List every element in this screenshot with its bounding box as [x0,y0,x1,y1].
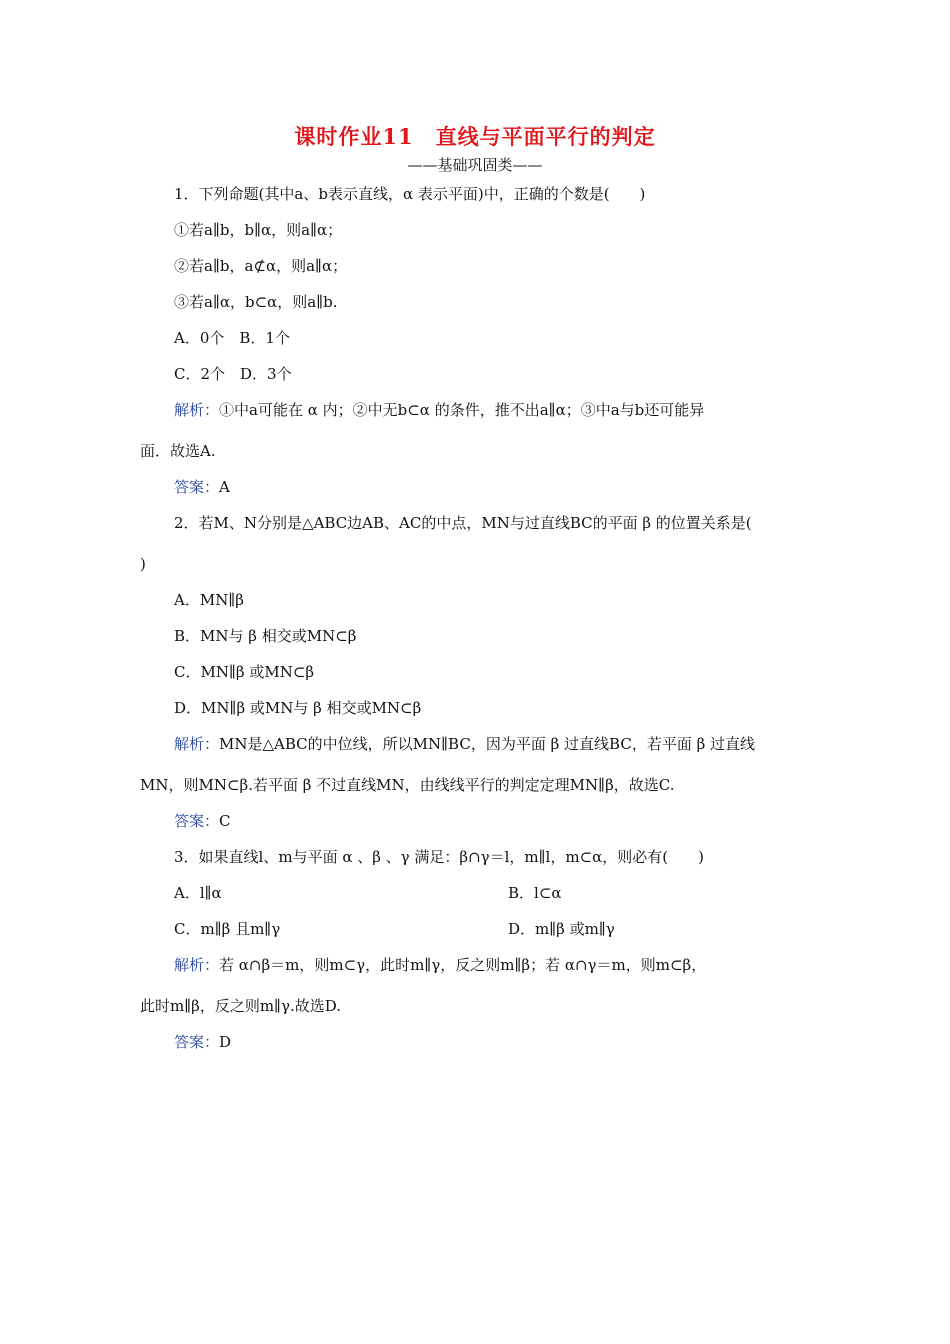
q3-stem: 3．如果直线l、m与平面 α 、β 、γ 满足：β∩γ＝l，m∥l，m⊂α，则必有( ) [174,848,704,866]
q2-stem-cont: ) [140,555,146,573]
answer-label: 答案： [174,812,220,830]
analysis-label: 解析： [174,401,220,419]
q1-options-cd: C．2个 D．3个 [174,365,292,383]
q3-analysis-text: 若 α∩β＝m，则m⊂γ，此时m∥γ，反之则m∥β；若 α∩γ＝m，则m⊂β， [219,956,707,974]
q2-analysis-cont: MN，则MN⊂β.若平面 β 不过直线MN，由线线平行的判定定理MN∥β，故选C. [140,776,675,794]
q3-option-c: C．m∥β 且m∥γ [174,920,281,938]
q1-answer-value: A [219,478,230,496]
q3-option-b: B．l⊂α [508,884,562,902]
q3-option-a: A．l∥α [174,884,222,902]
q1-analysis-text: ①中a可能在 α 内；②中无b⊂α 的条件，推不出a∥α；③中a与b还可能异 [219,401,705,419]
q3-analysis [174,955,706,975]
q2-option-c: C．MN∥β 或MN⊂β [174,663,315,681]
q3-answer-value: D [219,1033,232,1051]
answer-label: 答案： [174,478,220,496]
q3-answer [174,1032,231,1052]
q2-option-d: D．MN∥β 或MN与 β 相交或MN⊂β [174,699,422,717]
q2-option-a: A．MN∥β [174,591,244,609]
q1-statement-3: ③若a∥α，b⊂α，则a∥b. [174,293,338,311]
q1-analysis-cont: 面．故选A. [140,442,216,460]
q1-answer [174,477,230,497]
q3-analysis-cont: 此时m∥β，反之则m∥γ.故选D. [140,997,341,1015]
q2-answer-value: C [219,812,231,830]
q2-stem: 2．若M、N分别是△ABC边AB、AC的中点，MN与过直线BC的平面 β 的位置关系是( [174,514,752,532]
q1-options-ab: A．0个 B．1个 [174,329,290,347]
q3-option-d: D．m∥β 或m∥γ [508,920,615,938]
q1-statement-1: ①若a∥b，b∥α，则a∥α； [174,221,343,239]
q2-analysis-text: MN是△ABC的中位线，所以MN∥BC，因为平面 β 过直线BC，若平面 β 过直线 [219,735,756,753]
q1-statement-2: ②若a∥b，a⊄α，则a∥α； [174,257,348,275]
answer-label: 答案： [174,1033,220,1051]
q1-stem: 1．下列命题(其中a、b表示直线，α 表示平面)中，正确的个数是( ) [174,185,646,203]
q1-analysis [174,400,704,420]
analysis-label: 解析： [174,956,220,974]
q2-option-b: B．MN与 β 相交或MN⊂β [174,627,357,645]
section-subtitle: ——基础巩固类—— [407,156,543,174]
q2-answer [174,811,231,831]
q2-analysis [174,734,755,754]
analysis-label: 解析： [174,735,220,753]
page-title: 课时作业11 直线与平面平行的判定 [294,124,656,149]
